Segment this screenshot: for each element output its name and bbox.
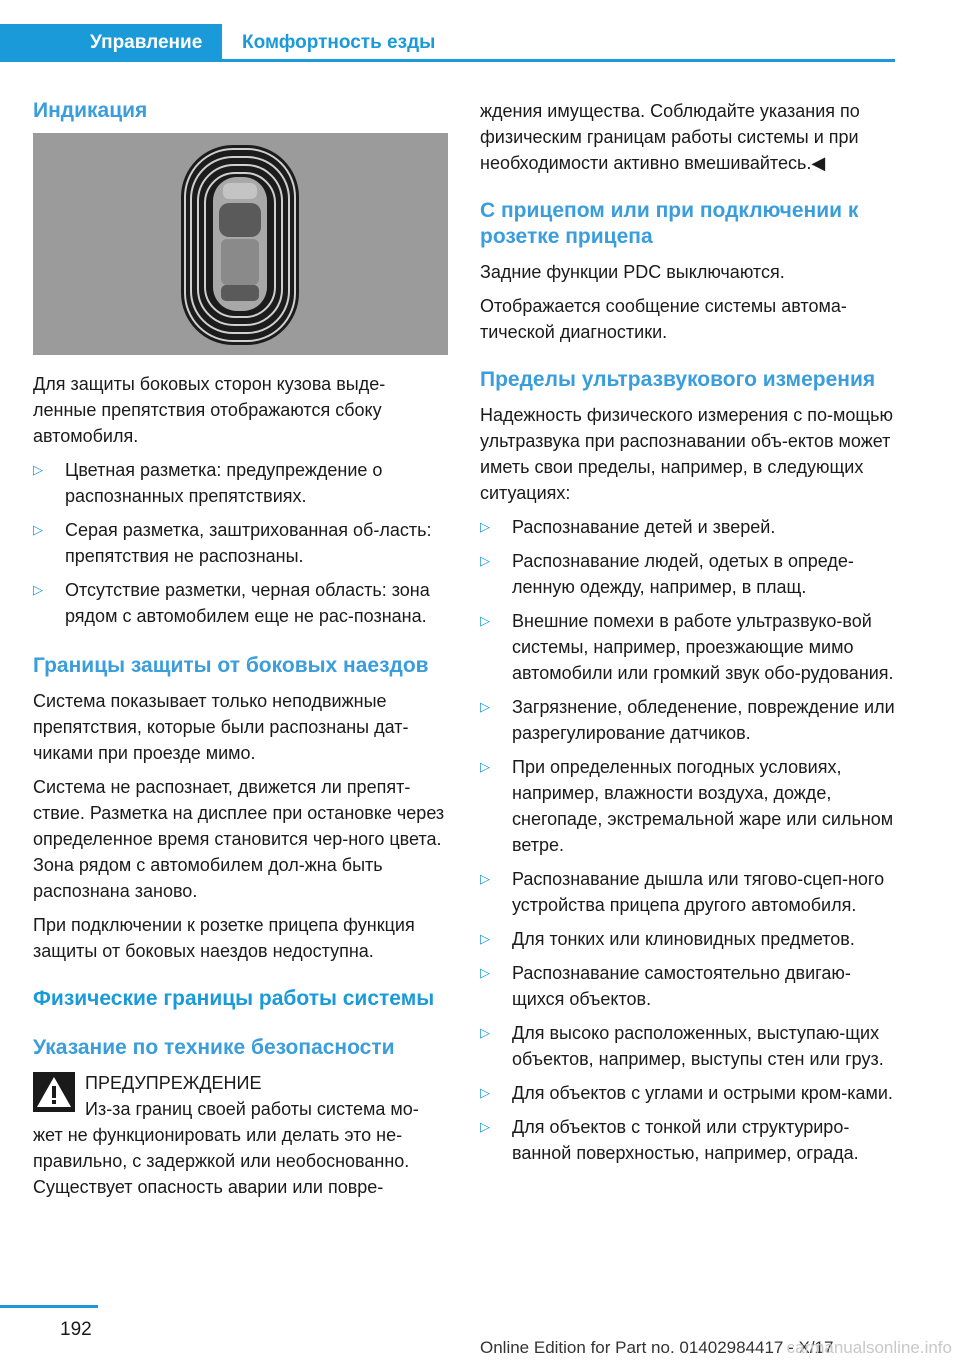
heading-trailer: С прицепом или при подключении к розетке прицепа [480, 199, 859, 248]
warning-continuation: ждения имущества. Соблюдайте указания по физическим границам работы системы и при необходимости активно вмешивайтесь.◀ [480, 101, 860, 173]
header-divider [222, 59, 895, 62]
list-item: ▷ Серая разметка, заштрихованная об-ласть: препятствия не распознаны. [33, 517, 448, 569]
warning-line: Из-за границ своей работы система мо- [85, 1099, 419, 1119]
tab-control[interactable]: Управление [0, 24, 222, 62]
heading-side-protection-limits: Границы защиты от боковых наездов [33, 654, 429, 677]
car-top-view-illustration [33, 133, 448, 355]
heading-safety-note: Указание по технике безопасности [33, 1036, 395, 1059]
limits-text-3: При подключении к розетке прицепа функция защиты от боковых наездов недоступна. [33, 915, 415, 961]
warning-block [33, 1070, 448, 1122]
list-item: ▷ Отсутствие разметки, черная область: зона рядом с автомобилем еще не рас-познана. [33, 577, 448, 629]
bullet-icon: ▷ [480, 1119, 490, 1134]
bullet-icon: ▷ [480, 931, 490, 946]
limits-text-1: Система показывает только неподвижные препятствия, которые были распознаны дат-чиками при проезде мимо. [33, 691, 409, 763]
list-item: ▷ Загрязнение, обледенение, повреждение или разрегулирование датчиков. [480, 694, 895, 746]
warning-triangle-icon [33, 1072, 75, 1112]
list-item: ▷ Распознавание дышла или тягово-сцеп-ного устройства прицепа другого автомобиля. [480, 866, 895, 918]
list-item: ▷ Для высоко расположенных, выступаю-щих объектов, например, выступы стен или груз. [480, 1020, 895, 1072]
bullet-icon: ▷ [480, 871, 490, 886]
right-column [480, 98, 895, 1176]
bullet-icon: ▷ [480, 759, 490, 774]
left-column [33, 98, 448, 1200]
list-item: ▷ Для тонких или клиновидных предметов. [480, 926, 895, 952]
edition-text: Online Edition for Part no. 01402984417 - X/17 [480, 1338, 834, 1357]
bullet-icon: ▷ [480, 613, 490, 628]
side-protection-figure [33, 133, 448, 355]
heading-ultrasonic-limits: Пределы ультразвукового измерения [480, 368, 876, 391]
list-item: ▷ Распознавание детей и зверей. [480, 514, 895, 540]
indication-list [33, 457, 448, 629]
bullet-icon: ▷ [480, 519, 490, 534]
bullet-icon: ▷ [480, 553, 490, 568]
trailer-text-2: Отображается сообщение системы автома-тической диагностики. [480, 296, 847, 342]
trailer-text-1: Задние функции PDC выключаются. [480, 262, 785, 282]
tab-comfort[interactable]: Комфортность езды [242, 32, 436, 53]
warning-title: ПРЕДУПРЕЖДЕНИЕ [85, 1073, 262, 1093]
list-item: ▷ Цветная разметка: предупреждение о распознанных препятствиях. [33, 457, 448, 509]
bullet-icon: ▷ [480, 1025, 490, 1040]
page-number: 192 [60, 1319, 92, 1340]
list-item: ▷ Для объектов с углами и острыми кром-ками. [480, 1080, 895, 1106]
bullet-icon: ▷ [480, 965, 490, 980]
list-item: ▷ Распознавание самостоятельно двигаю-щихся объектов. [480, 960, 895, 1012]
heading-indication: Индикация [33, 99, 148, 122]
list-item: ▷ При определенных погодных условиях, например, влажности воздуха, дожде, снегопаде, экстремальной жаре или сильном ветре. [480, 754, 895, 858]
bullet-icon: ▷ [480, 699, 490, 714]
limits-text-2: Система не распознает, движется ли препят-ствие. Разметка на дисплее при остановке через определенное время становится чер-ного цвета. Зона рядом с автомобилем дол-жна быть распознана заново. [33, 777, 445, 901]
heading-physical-limits: Физические границы работы системы [33, 987, 435, 1010]
bullet-icon: ▷ [480, 1085, 490, 1100]
watermark: carmanualsonline.info [786, 1338, 952, 1357]
warning-text: жет не функционировать или делать это не-правильно, с задержкой или необоснованно. Существует опасность аварии или повре- [33, 1125, 410, 1197]
bullet-icon: ▷ [33, 582, 43, 597]
list-item: ▷ Распознавание людей, одетых в опреде-ленную одежду, например, в плащ. [480, 548, 895, 600]
bullet-icon: ▷ [33, 522, 43, 537]
ultrasonic-text: Надежность физического измерения с по-мощью ультразвука при распознавании объ-ектов может иметь свои пределы, например, в следующих ситуациях: [480, 405, 894, 503]
list-item: ▷ Для объектов с тонкой или структуриро-ванной поверхностью, например, ограда. [480, 1114, 895, 1166]
list-item: ▷ Внешние помехи в работе ультразвуко-вой системы, например, проезжающие мимо автомобили или громкий звук обо-рудования. [480, 608, 895, 686]
ultrasonic-list [480, 514, 895, 1166]
footer-divider [0, 1305, 98, 1308]
header-tabs [0, 24, 895, 62]
indication-text: Для защиты боковых сторон кузова выде-ленные препятствия отображаются сбоку автомобиля. [33, 374, 386, 446]
bullet-icon: ▷ [33, 462, 43, 477]
